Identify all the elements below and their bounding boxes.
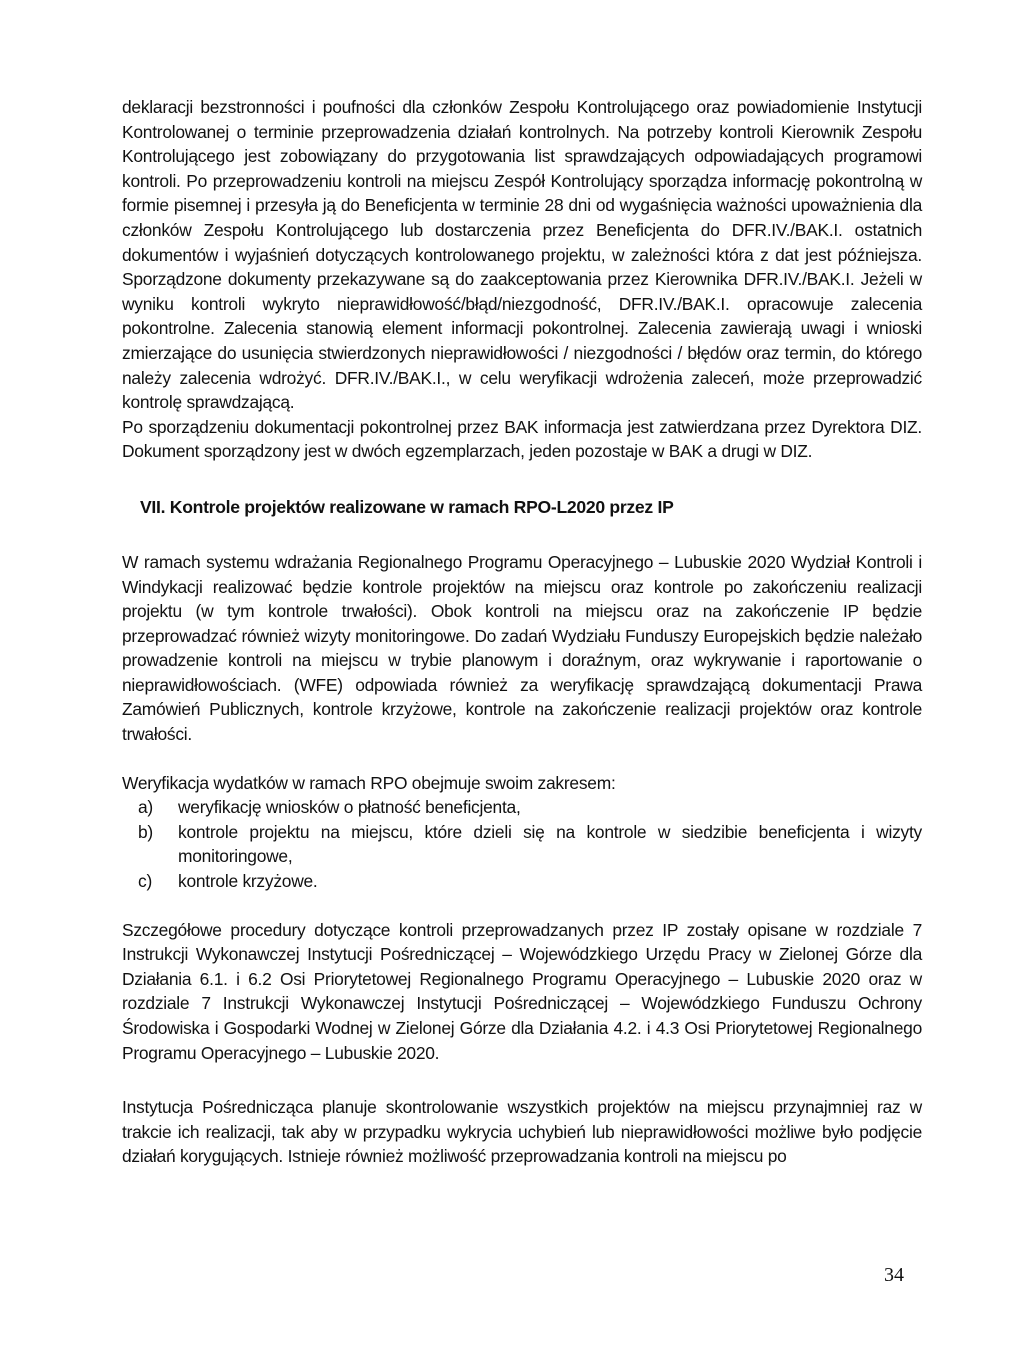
section-paragraph-1: W ramach systemu wdrażania Regionalnego Programu Operacyjnego – Lubuskie 2020 Wydział Kontroli i Windykacji realizować będzie kontrole projektów na miejscu oraz kontrole po zakończeniu realizacji projektu (w tym kontrole trwałości). Obok kontroli na miejscu oraz na zakończenie IP będzie przeprowadzać również wizyty monitoringowe. Do zadań Wydziału Funduszy Europejskich będzie należało prowadzenie kontroli na miejscu w trybie planowym i doraźnym, oraz wykrywanie i raportowanie o nieprawidłowościach. (WFE) odpowiada również za weryfikację sprawdzającą dokumentacji Prawa Zamówień Publicznych, kontrole krzyżowe, kontrole na zakończenie realizacji projektów oraz kontrole trwałości. (122, 551, 922, 745)
list-item-text: weryfikację wniosków o płatność beneficjenta, (178, 797, 521, 818)
list-item-text: kontrole projektu na miejscu, które dzieli się na kontrole w siedzibie beneficjenta i wizyty monitoringowe, (178, 821, 922, 867)
list-item-text: kontrole krzyżowe. (178, 871, 318, 892)
list-item (122, 795, 922, 820)
list-marker: b) (138, 821, 153, 842)
list-item (122, 869, 922, 894)
intro-paragraph-1: deklaracji bezstronności i poufności dla członków Zespołu Kontrolującego oraz powiadomienie Instytucji Kontrolowanej o terminie przeprowadzenia działań kontrolnych. Na potrzeby kontroli Kierownik Zespołu Kontrolującego jest zobowiązany do przygotowania list sprawdzających odpowiadających programowi kontroli. Po przeprowadzeniu kontroli na miejscu Zespół Kontrolujący sporządza informację pokontrolną w formie pisemnej i przesyła ją do Beneficjenta w terminie 28 dni od wygaśnięcia ważności upoważnienia dla członków Zespołu Kontrolującego lub dostarczenia przez Beneficjenta do DFR.IV./BAK.I. ostatnich dokumentów i wyjaśnień dotyczących kontrolowanego projektu, w zależności która z dat jest późniejsza. Sporządzone dokumenty przekazywane są do zaakceptowania przez Kierownika DFR.IV./BAK.I. Jeżeli w wyniku kontroli wykryto nieprawidłowość/błąd/niezgodność, DFR.IV./BAK.I. opracowuje zalecenia pokontrolne. Zalecenia stanowią element informacji pokontrolnej. Zalecenia zawierają uwagi i wnioski zmierzające do usunięcia stwierdzonych nieprawidłowości / niezgodności / błędów oraz termin, do którego należy zalecenia wdrożyć. DFR.IV./BAK.I., w celu weryfikacji wdrożenia zaleceń, może przeprowadzić kontrolę sprawdzającą. (122, 97, 922, 413)
scope-list (122, 795, 922, 893)
list-marker: c) (138, 871, 152, 892)
section-paragraph-2: Szczegółowe procedury dotyczące kontroli przeprowadzanych przez IP zostały opisane w rozdziale 7 Instrukcji Wykonawczej Instytucji Pośredniczącej – Wojewódzkiego Urzędu Pracy w Zielonej Górze dla Działania 6.1. i 6.2 Osi Priorytetowej Regionalnego Programu Operacyjnego – Lubuskie 2020 oraz w rozdziale 7 Instrukcji Wykonawczej Instytucji Pośredniczącej – Wojewódzkiego Funduszu Ochrony Środowiska i Gospodarki Wodnej w Zielonej Górze dla Działania 4.2. i 4.3 Osi Priorytetowej Regionalnego Programu Operacyjnego – Lubuskie 2020. (122, 919, 922, 1063)
list-item (122, 820, 922, 869)
section-heading: VII. Kontrole projektów realizowane w ramach RPO-L2020 przez IP (140, 496, 674, 517)
section-paragraph-3: Instytucja Pośrednicząca planuje skontrolowanie wszystkich projektów na miejscu przynajmniej raz w trakcie ich realizacji, tak aby w przypadku wykrycia uchybień lub nieprawidłowości możliwe było podjęcie działań korygujących. Istnieje również możliwość przeprowadzania kontroli na miejscu po (122, 1097, 922, 1167)
page-content (122, 95, 922, 1169)
intro-paragraph-2: Po sporządzeniu dokumentacji pokontrolnej przez BAK informacja jest zatwierdzana przez Dyrektora DIZ. Dokument sporządzony jest w dwóch egzemplarzach, jeden pozostaje w BAK a drugi w DIZ. (122, 416, 922, 462)
list-marker: a) (138, 797, 153, 818)
page-number: 34 (884, 1264, 904, 1286)
list-intro: Weryfikacja wydatków w ramach RPO obejmuje swoim zakresem: (122, 772, 616, 793)
